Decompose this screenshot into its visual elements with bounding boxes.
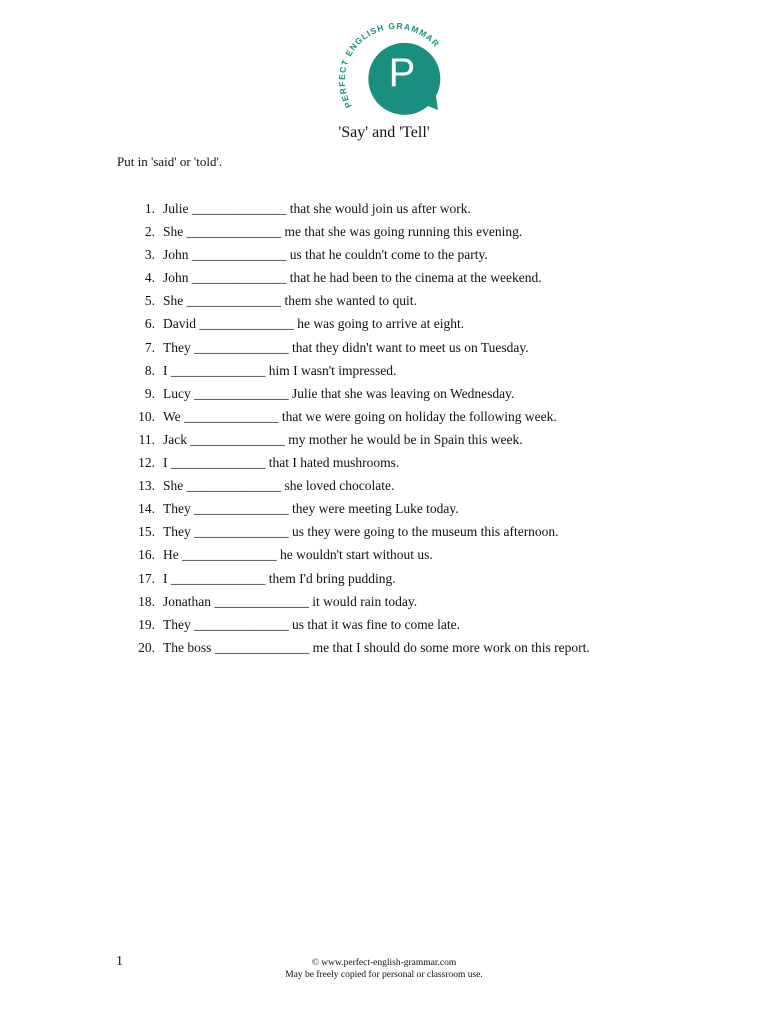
exercise-item xyxy=(130,430,590,453)
item-number: 8. xyxy=(144,362,155,378)
item-sentence: Lucy ______________ Julie that she was leaving on Wednesday. xyxy=(163,385,515,401)
item-sentence: John ______________ that he had been to the cinema at the weekend. xyxy=(163,270,542,286)
exercise-item xyxy=(130,476,590,499)
item-sentence: The boss ______________ me that I should do some more work on this report. xyxy=(163,639,590,655)
item-number: 4. xyxy=(144,270,155,286)
exercise-item xyxy=(130,453,590,476)
instruction-text: Put in 'said' or 'told'. xyxy=(117,154,223,169)
item-sentence: I ______________ them I'd bring pudding. xyxy=(163,570,396,586)
item-sentence: Jack ______________ my mother he would be in Spain this week. xyxy=(163,431,523,447)
item-number: 9. xyxy=(144,385,155,401)
exercise-item xyxy=(130,499,590,522)
exercise-item xyxy=(130,199,590,222)
item-number: 16. xyxy=(138,547,155,563)
item-sentence: They ______________ they were meeting Luke today. xyxy=(163,501,459,517)
item-sentence: David ______________ he was going to arrive at eight. xyxy=(163,316,465,332)
item-number: 15. xyxy=(138,524,155,540)
exercise-item xyxy=(130,314,590,337)
page-footer xyxy=(0,957,768,981)
license-text: May be freely copied for personal or classroom use. xyxy=(285,970,483,980)
item-number: 14. xyxy=(138,501,155,517)
logo-brand-text: PERFECT ENGLISH GRAMMAR xyxy=(336,20,442,110)
item-sentence: She ______________ them she wanted to quit. xyxy=(163,293,417,309)
exercise-item xyxy=(130,592,590,615)
exercise-item xyxy=(130,338,590,361)
item-sentence: Jonathan ______________ it would rain today. xyxy=(163,593,418,609)
item-sentence: Julie ______________ that she would join us after work. xyxy=(163,201,471,216)
item-number: 10. xyxy=(138,408,155,424)
item-number: 13. xyxy=(138,478,155,494)
item-sentence: They ______________ us that it was fine to come late. xyxy=(163,616,460,632)
item-number: 12. xyxy=(138,455,155,471)
item-sentence: She ______________ me that she was going running this evening. xyxy=(163,224,523,240)
page-number: 1 xyxy=(116,954,123,969)
exercise-item xyxy=(130,615,590,638)
perfect-english-grammar-logo xyxy=(322,18,446,118)
item-sentence: He ______________ he wouldn't start without us. xyxy=(163,547,433,563)
exercise-list xyxy=(130,199,590,661)
exercise-item xyxy=(130,268,590,291)
logo-letter: P xyxy=(388,51,416,95)
item-number: 17. xyxy=(138,570,155,586)
item-number: 3. xyxy=(144,247,155,263)
item-sentence: She ______________ she loved chocolate. xyxy=(163,478,395,494)
item-sentence: They ______________ that they didn't want to meet us on Tuesday. xyxy=(163,339,529,355)
item-number: 20. xyxy=(138,639,155,655)
exercise-item xyxy=(130,522,590,545)
copyright-text: © www.perfect-english-grammar.com xyxy=(311,958,457,968)
exercise-item xyxy=(130,245,590,268)
item-sentence: John ______________ us that he couldn't come to the party. xyxy=(163,247,488,263)
item-number: 11. xyxy=(138,431,155,447)
exercise-item xyxy=(130,638,590,661)
item-number: 19. xyxy=(138,616,155,632)
exercise-item xyxy=(130,222,590,245)
exercise-item xyxy=(130,384,590,407)
item-number: 7. xyxy=(144,339,155,355)
exercise-item xyxy=(130,291,590,314)
item-number: 1. xyxy=(144,201,155,216)
page-title: 'Say' and 'Tell' xyxy=(338,124,430,141)
item-number: 18. xyxy=(138,593,155,609)
item-sentence: We ______________ that we were going on holiday the following week. xyxy=(163,408,557,424)
exercise-item xyxy=(130,407,590,430)
item-sentence: I ______________ that I hated mushrooms. xyxy=(163,455,400,471)
exercise-item xyxy=(130,361,590,384)
item-sentence: I ______________ him I wasn't impressed. xyxy=(163,362,397,378)
item-number: 2. xyxy=(144,224,155,240)
exercise-item xyxy=(130,545,590,568)
exercise-item xyxy=(130,569,590,592)
item-number: 6. xyxy=(144,316,155,332)
item-sentence: They ______________ us they were going to the museum this afternoon. xyxy=(163,524,559,540)
item-number: 5. xyxy=(144,293,155,309)
